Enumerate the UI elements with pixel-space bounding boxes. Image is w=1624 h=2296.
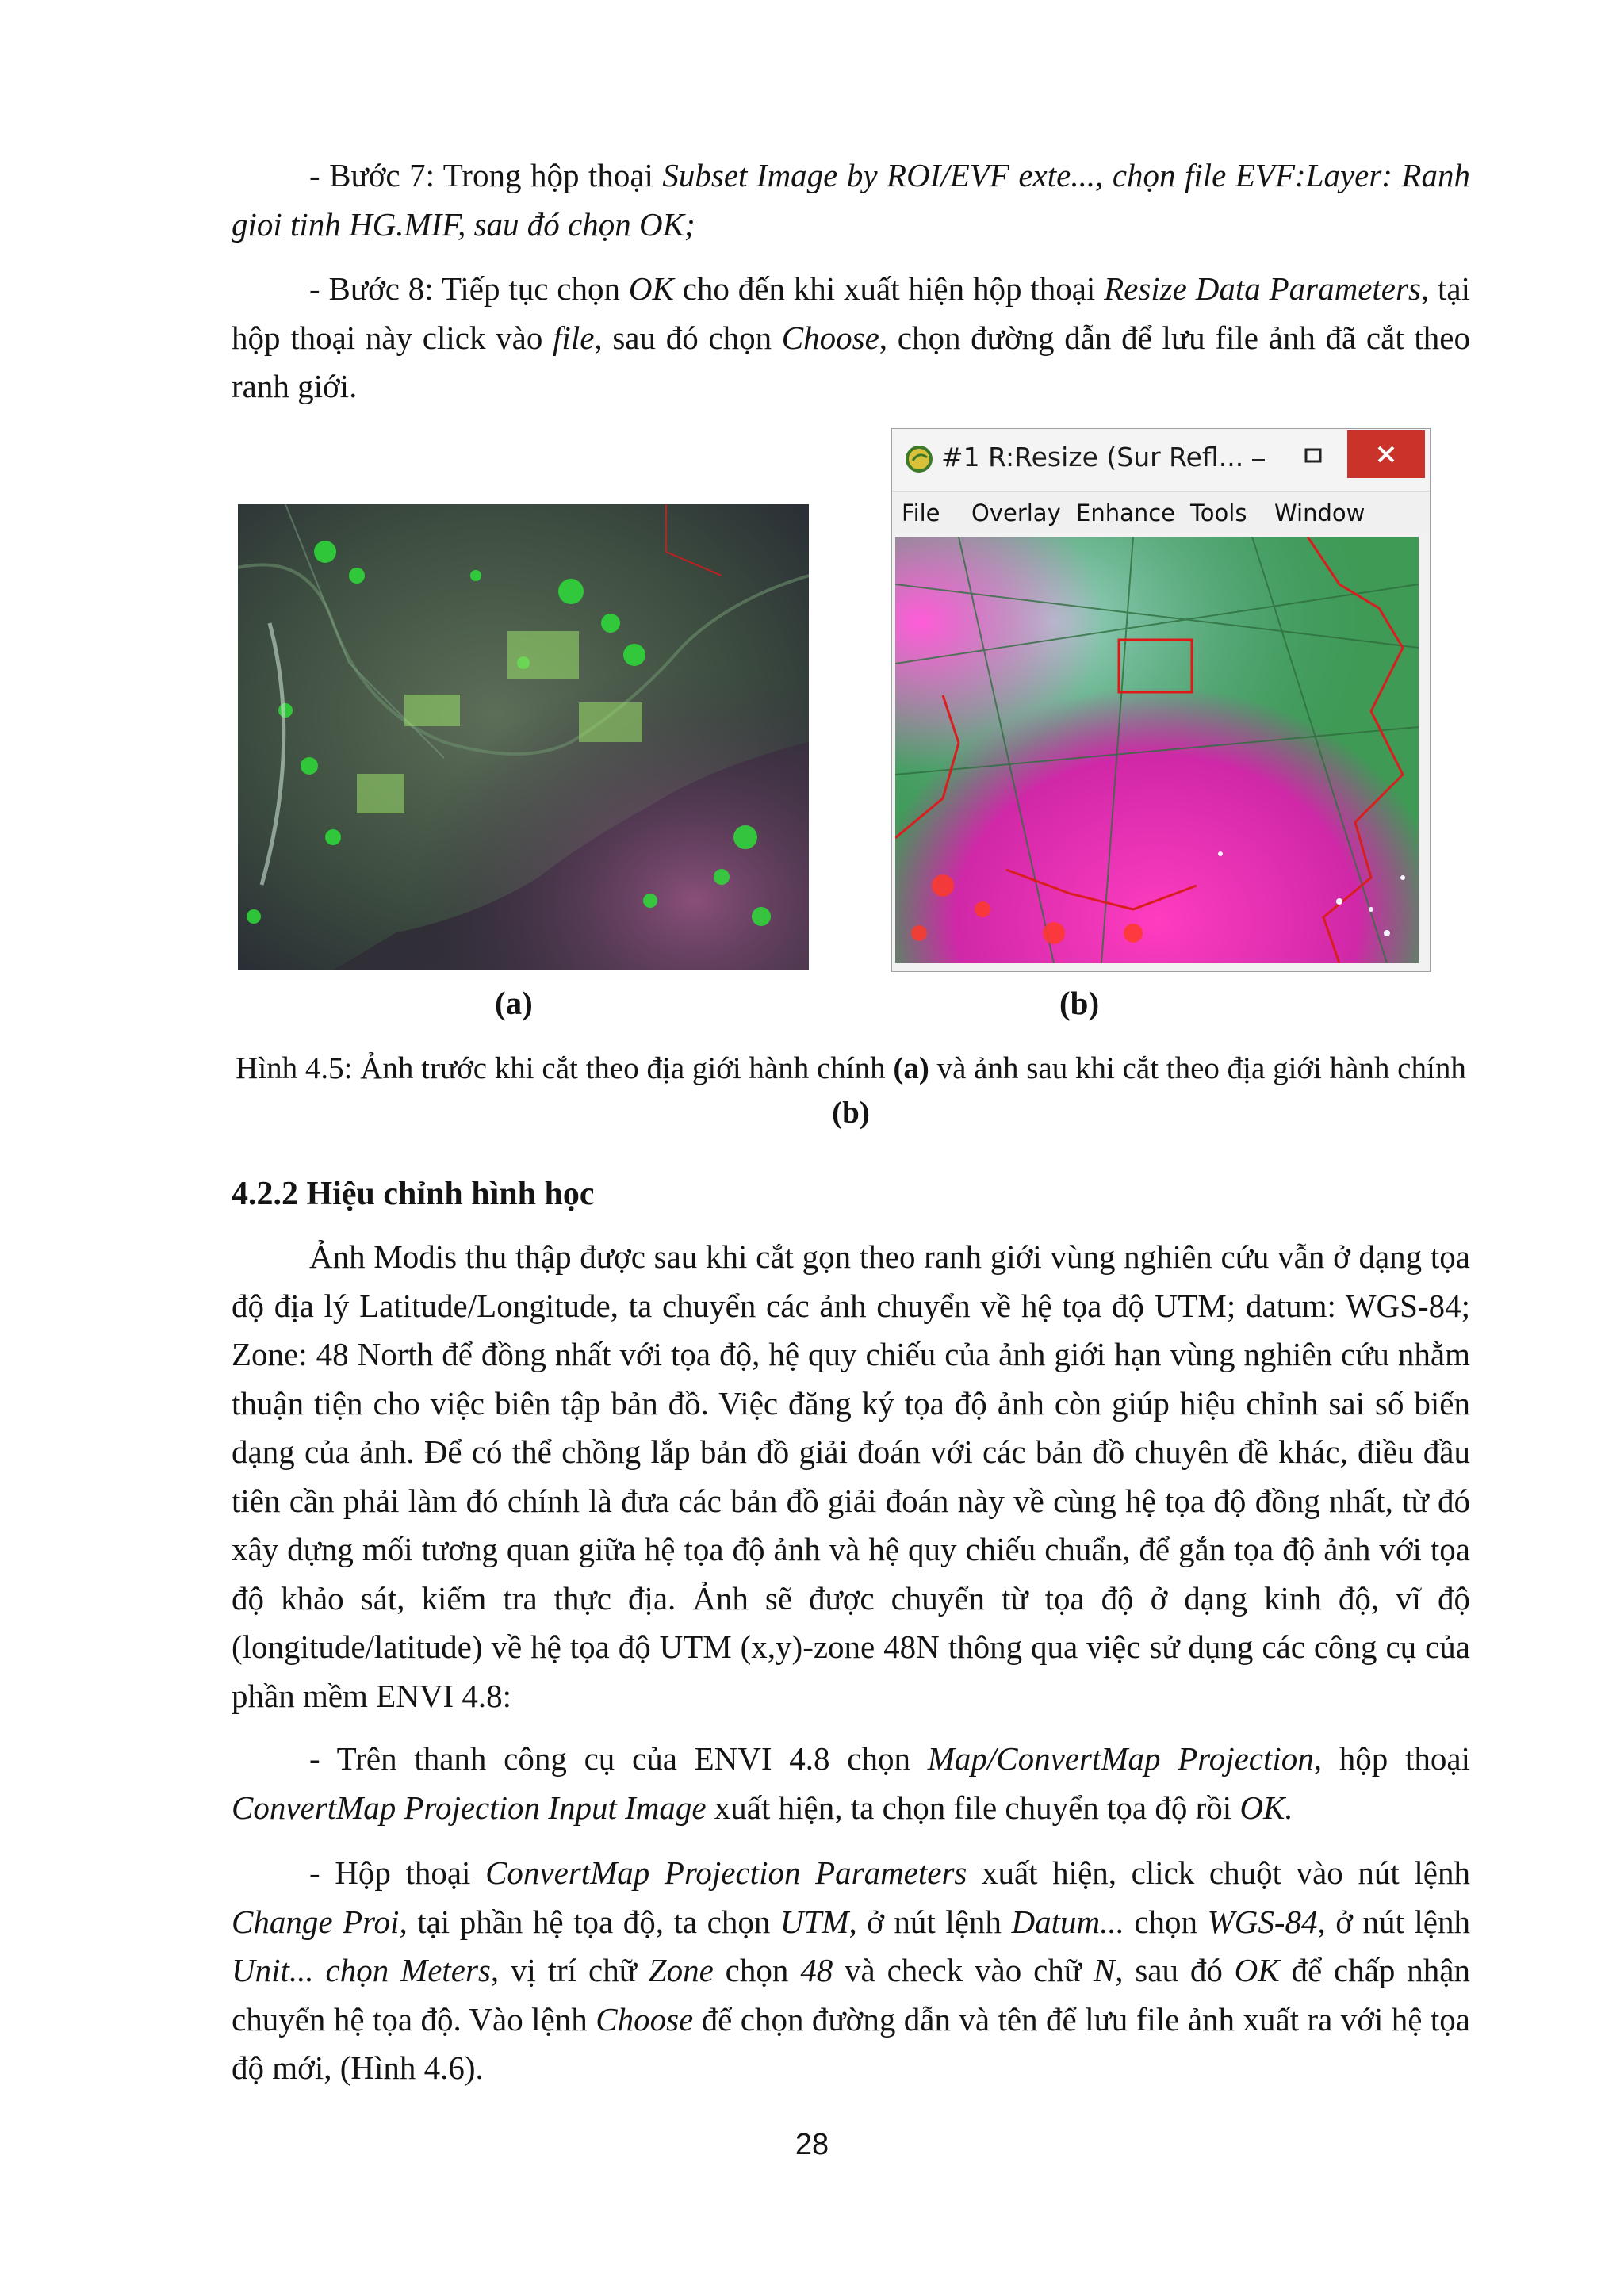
italic-run: Choose	[781, 319, 879, 356]
text-run: và check vào chữ	[833, 1952, 1094, 1988]
menu-file[interactable]: File	[902, 499, 940, 526]
text-run: để chọn đường dẫn và tên để lưu file ảnh xuất ra với hệ tọa độ mới, (Hình 4.6).	[232, 2000, 1470, 2086]
text-run: xuất hiện, click chuột vào nút lệnh	[967, 1854, 1470, 1891]
paragraph-convert-map	[232, 1735, 1470, 1832]
italic-run: ConvertMap Projection Input Image	[232, 1789, 707, 1826]
text-run: , vị trí chữ	[490, 1952, 649, 1988]
text-run: hộp thoại	[1322, 1740, 1470, 1777]
italic-run: Map/ConvertMap Projection,	[927, 1740, 1323, 1777]
caption-text: Hình 4.5: Ảnh trước khi cắt theo địa giới hành chính	[236, 1051, 894, 1085]
caption-bold: (b)	[832, 1096, 870, 1130]
page-number: 28	[795, 2128, 829, 2161]
text-run: , tại hộp thoại này click vào	[232, 270, 1470, 356]
figure-caption	[232, 1047, 1470, 1135]
italic-run: Resize Data Parameters	[1104, 270, 1421, 307]
italic-run: Subset Image by ROI/EVF exte..., chọn file EVF:Layer: Ranh gioi tinh HG.MIF, sau đó chọn OK;	[232, 157, 1470, 243]
italic-run: OK	[1234, 1952, 1280, 1988]
paragraph-step-7	[232, 151, 1470, 249]
italic-run: OK	[628, 270, 674, 307]
paragraph-projection-parameters	[232, 1849, 1470, 2093]
text-run: chọn	[713, 1952, 801, 1988]
text-run: , tại phần hệ tọa độ, ta chọn	[399, 1903, 780, 1940]
text-run: , sau đó	[1115, 1952, 1235, 1988]
window-menu-bar	[892, 491, 1430, 533]
text-run: xuất hiện, ta chọn file chuyển tọa độ rồi	[706, 1789, 1240, 1826]
italic-run: Change Proi	[232, 1903, 400, 1940]
minimize-icon[interactable]	[1233, 435, 1282, 480]
paragraph-geometric-correction: Ảnh Modis thu thập được sau khi cắt gọn theo ranh giới vùng nghiên cứu vẫn ở dạng tọa độ địa lý Latitude/Longitude, ta chuyển các ảnh chuyển về hệ tọa độ UTM; datum: WGS-84; Zone: 48 North để đồng nhất với tọa độ, hệ quy chiếu của ảnh giới hạn vùng nghiên cứu nhằm thuận tiện cho việc biên tập bản đồ. Việc đăng ký tọa độ ảnh còn giúp hiệu chỉnh sai số biến dạng của ảnh. Để có thể chồng lắp bản đồ giải đoán với các bản đồ chuyên đề khác, điều đầu tiên cần phải làm đó chính là đưa các bản đồ giải đoán này về cùng hệ tọa độ đồng nhất, từ đó xây dựng mối tương quan giữa hệ tọa độ ảnh và hệ quy chiếu chuẩn, để gắn tọa độ ảnh với tọa độ khảo sát, kiểm tra thực địa. Ảnh sẽ được chuyển từ tọa độ ở dạng kinh độ, vĩ độ (longitude/latitude) về hệ tọa độ UTM (x,y)-zone 48N thông qua việc sử dụng các công cụ của phần mềm ENVI 4.8:	[232, 1238, 1470, 1714]
paragraph-step-8	[232, 265, 1470, 411]
text-run: , chọn đường dẫn để lưu file ảnh đã cắt theo ranh giới.	[232, 319, 1471, 404]
text-run: , sau đó chọn	[594, 319, 782, 356]
italic-run: N	[1093, 1952, 1116, 1988]
close-button[interactable]	[1347, 430, 1425, 478]
figure-a-satellite-image	[238, 504, 809, 970]
italic-run: Datum...	[1011, 1903, 1124, 1940]
text-run: - Bước 7: Trong hộp thoại	[309, 157, 663, 193]
menu-window[interactable]: Window	[1274, 499, 1365, 526]
italic-run: ConvertMap Projection Parameters	[485, 1854, 967, 1891]
text-run: cho đến khi xuất hiện hộp thoại	[673, 270, 1105, 307]
menu-enhance[interactable]: Enhance	[1076, 499, 1176, 526]
figure-label-a: (a)	[495, 985, 533, 1021]
envi-resize-window	[891, 428, 1431, 972]
window-title: #1 R:Resize (Sur Refl...	[941, 442, 1244, 473]
italic-run: Zone	[648, 1952, 714, 1988]
text-run: chọn	[1124, 1903, 1208, 1940]
italic-run: Choose	[596, 2000, 694, 2038]
maximize-icon[interactable]	[1289, 435, 1338, 480]
menu-tools[interactable]: Tools	[1190, 499, 1247, 526]
close-icon	[1347, 430, 1425, 478]
text-run: , ở nút lệnh	[1317, 1903, 1470, 1940]
satellite-image-a	[238, 504, 809, 970]
text-run: để chấp nhận chuyển hệ tọa độ. Vào lệnh	[232, 1952, 1470, 2038]
italic-run: OK.	[1239, 1789, 1293, 1826]
section-heading: 4.2.2 Hiệu chỉnh hình học	[232, 1176, 595, 1212]
italic-run: 48	[800, 1952, 833, 1988]
caption-bold: (a)	[893, 1051, 929, 1085]
italic-run: file	[553, 319, 595, 356]
text-run: - Bước 8: Tiếp tục chọn	[309, 270, 629, 307]
figure-label-b: (b)	[1059, 985, 1100, 1021]
menu-overlay[interactable]: Overlay	[971, 499, 1061, 526]
italic-run: WGS-84	[1207, 1903, 1318, 1940]
italic-run: Unit... chọn Meters	[232, 1952, 491, 1988]
bold-run: -	[309, 1740, 320, 1777]
text-run: Trên thanh công cụ của ENVI 4.8 chọn	[320, 1740, 928, 1777]
envi-app-icon	[903, 443, 935, 475]
window-title-bar[interactable]	[892, 429, 1430, 491]
caption-text: và ảnh sau khi cắt theo địa giới hành chính	[929, 1051, 1466, 1085]
satellite-image-b	[895, 537, 1419, 963]
italic-run: UTM	[779, 1903, 849, 1940]
text-run: - Hộp thoại	[309, 1854, 486, 1891]
text-run: , ở nút lệnh	[848, 1903, 1012, 1940]
